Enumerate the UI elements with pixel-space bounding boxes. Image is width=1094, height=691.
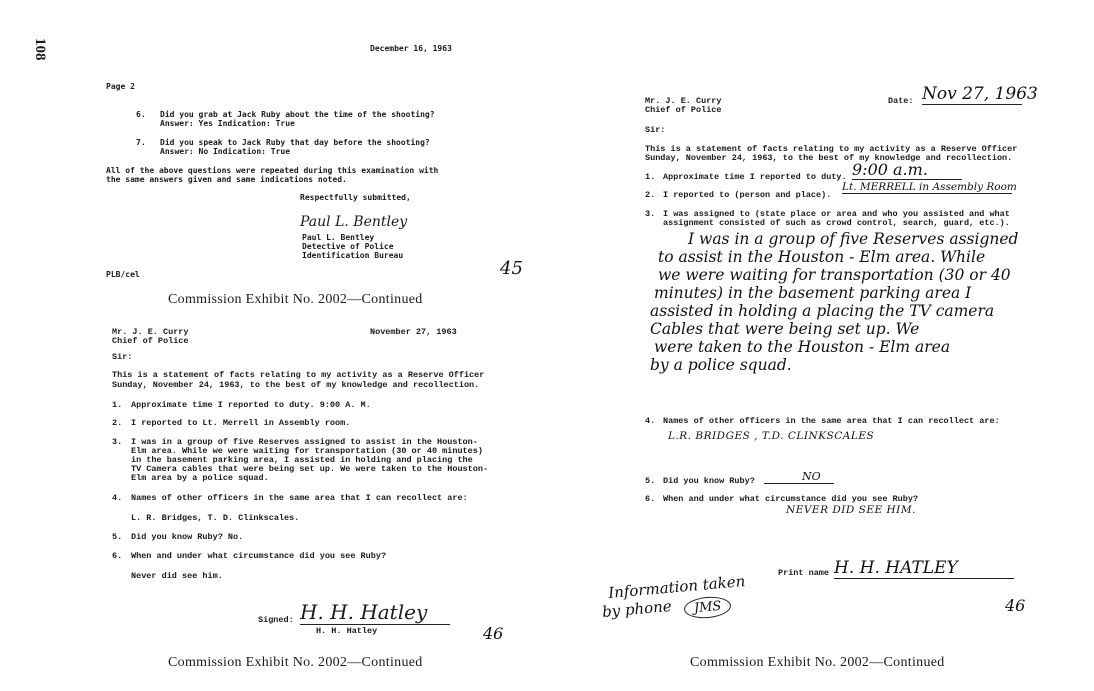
handwritten-line-2: to assist in the Houston - Elm area. While xyxy=(658,248,986,266)
signer-bureau: Identification Bureau xyxy=(302,251,404,260)
right-q6-number: 6. xyxy=(645,494,656,504)
item-2-text: I reported to Lt. Merrell in Assembly room. xyxy=(131,418,351,428)
item-3-line-4: TV Camera cables that were being set up. We were taken to the Houston- xyxy=(131,464,489,474)
right-q5-number: 5. xyxy=(645,476,656,486)
item-6-number: 6. xyxy=(112,551,123,561)
item-3-line-1: I was in a group of five Reserves assigned to assist in the Houston- xyxy=(131,437,478,447)
right-q3-number: 3. xyxy=(645,209,656,219)
right-q3-label-1: I was assigned to (state place or area and who you assisted and what xyxy=(663,209,1010,219)
right-date-value: Nov 27, 1963 xyxy=(922,84,1038,104)
item-1-number: 1. xyxy=(112,400,123,410)
note-line-2: by phone xyxy=(601,596,673,622)
signature-bentley: Paul L. Bentley xyxy=(300,214,408,230)
signer-title: Detective of Police xyxy=(302,242,394,251)
handwritten-line-3: we were waiting for transportation (30 or 40 xyxy=(658,266,1011,284)
item-3-line-3: in the basement parking area, I assisted in holding and placing the xyxy=(131,455,473,465)
right-q2-answer: Lt. MERRELL in Assembly Room xyxy=(842,181,1017,193)
addressee-title: Chief of Police xyxy=(112,336,189,346)
page-mark-46-right: 46 xyxy=(1005,596,1026,615)
page-label: Page 2 xyxy=(106,82,135,91)
question-7-answer: Answer: No Indication: True xyxy=(160,147,291,156)
intro-line-2: Sunday, November 24, 1963, to the best of my knowledge and recollection. xyxy=(112,380,480,390)
summary-line-1: All of the above questions were repeated during this examination with xyxy=(106,166,439,175)
right-q1-label: Approximate time I reported to duty. xyxy=(663,172,847,182)
letter-date: December 16, 1963 xyxy=(370,44,452,53)
right-q6-label: When and under what circumstance did you see Ruby? xyxy=(663,494,919,504)
signed-label: Signed: xyxy=(258,615,294,625)
letter-date-2: November 27, 1963 xyxy=(370,327,457,337)
item-6-answer: Never did see him. xyxy=(131,571,223,581)
intro-line-1: This is a statement of facts relating to my activity as a Reserve Officer xyxy=(112,370,485,380)
right-addressee-name: Mr. J. E. Curry xyxy=(645,96,722,106)
right-q2-number: 2. xyxy=(645,190,656,200)
handwritten-line-8: by a police squad. xyxy=(650,356,792,374)
right-q1-answer: 9:00 a.m. xyxy=(852,160,962,180)
item-3-number: 3. xyxy=(112,437,123,447)
right-q5-answer: NO xyxy=(764,470,834,484)
right-q3-label-2: assignment consisted of such as crowd control, search, guard, etc.). xyxy=(663,218,1010,228)
right-intro-line-1: This is a statement of facts relating to my activity as a Reserve Officer xyxy=(645,144,1018,154)
item-6-text: When and under what circumstance did you see Ruby? xyxy=(131,551,387,561)
question-7-number: 7. xyxy=(136,138,146,147)
item-5-number: 5. xyxy=(112,532,123,542)
right-date-label: Date: xyxy=(888,96,914,106)
question-6-number: 6. xyxy=(136,110,146,119)
summary-line-2: the same answers given and same indications noted. xyxy=(106,175,347,184)
note-line-1: Information taken xyxy=(607,572,746,602)
page-mark-45: 45 xyxy=(500,258,523,279)
question-6-text: Did you grab at Jack Ruby about the time of the shooting? xyxy=(160,110,435,119)
item-3-line-5: Elm area by a police squad. xyxy=(131,473,269,483)
right-q6-answer: NEVER DID SEE HIM. xyxy=(786,504,916,516)
print-name-value: H. H. HATLEY xyxy=(834,558,1014,579)
item-4-number: 4. xyxy=(112,493,123,503)
handwritten-line-4: minutes) in the basement parking area I xyxy=(654,284,972,302)
addressee-name: Mr. J. E. Curry xyxy=(112,327,189,337)
caption-1: Commission Exhibit No. 2002—Continued xyxy=(168,292,423,307)
page-number: 108 xyxy=(32,38,48,61)
right-q2-label: I reported to (person and place). xyxy=(663,190,832,200)
handwritten-line-1: I was in a group of five Reserves assigned xyxy=(688,230,1019,248)
right-q1-number: 1. xyxy=(645,172,656,182)
right-q4-label: Names of other officers in the same area that I can recollect are: xyxy=(663,416,1000,426)
question-6-answer: Answer: Yes Indication: True xyxy=(160,119,295,128)
handwritten-line-5: assisted in holding a placing the TV camera xyxy=(650,302,995,320)
item-5-text: Did you know Ruby? No. xyxy=(131,532,244,542)
note-initials: JMS xyxy=(683,595,732,620)
item-4-text: Names of other officers in the same area that I can recollect are: xyxy=(131,493,468,503)
salutation: Sir: xyxy=(112,352,133,362)
print-name-label: Print name xyxy=(778,568,830,578)
right-salutation: Sir: xyxy=(645,125,666,135)
right-q4-answer: L.R. BRIDGES , T.D. CLINKSCALES xyxy=(668,430,875,442)
right-q5-label: Did you know Ruby? xyxy=(663,476,755,486)
item-4-answer: L. R. Bridges, T. D. Clinkscales. xyxy=(131,513,300,523)
initials: PLB/cel xyxy=(106,270,140,279)
signer-name: Paul L. Bentley xyxy=(302,233,375,242)
item-2-number: 2. xyxy=(112,418,123,428)
handwritten-line-6: Cables that were being set up. We xyxy=(650,320,920,338)
question-7-text: Did you speak to Jack Ruby that day before the shooting? xyxy=(160,138,430,147)
right-caption: Commission Exhibit No. 2002—Continued xyxy=(690,655,945,670)
page-mark-46-left: 46 xyxy=(483,624,504,643)
signature-hatley: H. H. Hatley xyxy=(300,600,450,625)
item-3-line-2: Elm area. While we were waiting for transportation (30 or 40 minutes) xyxy=(131,446,483,456)
handwritten-line-7: were taken to the Houston - Elm area xyxy=(654,338,951,356)
right-q4-number: 4. xyxy=(645,416,656,426)
signed-name: H. H. Hatley xyxy=(316,626,378,636)
right-intro-line-2: Sunday, November 24, 1963, to the best of my knowledge and recollection. xyxy=(645,153,1013,163)
right-addressee-title: Chief of Police xyxy=(645,105,722,115)
closing: Respectfully submitted, xyxy=(300,193,411,202)
item-1-text: Approximate time I reported to duty. 9:00 A. M. xyxy=(131,400,371,410)
caption-2: Commission Exhibit No. 2002—Continued xyxy=(168,655,423,670)
